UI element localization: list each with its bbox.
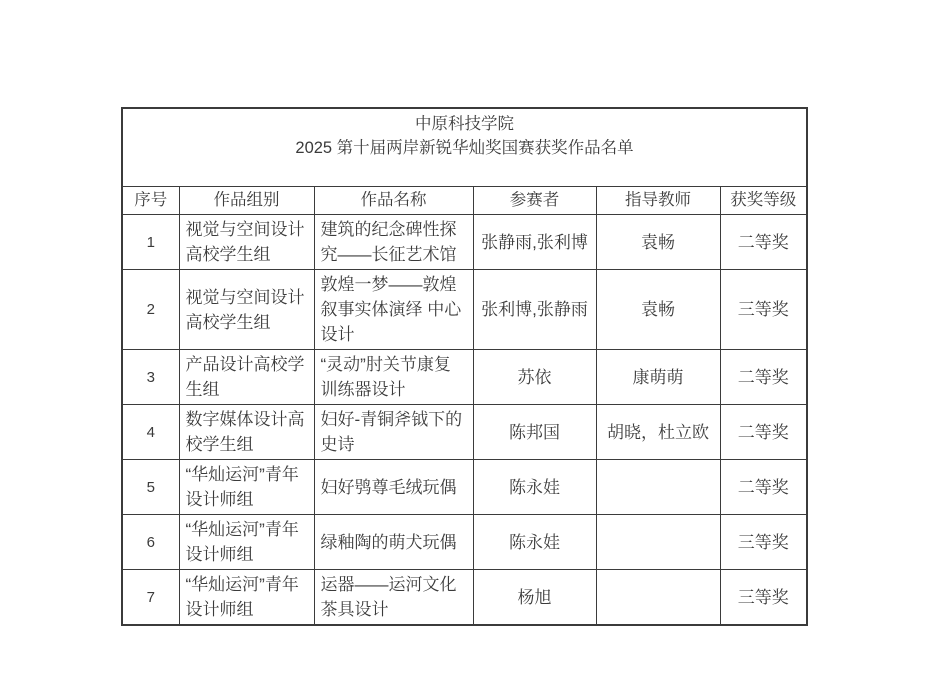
column-header: 指导教师 [596,187,720,215]
cell-work-category: 视觉与空间设计高校学生组 [179,215,314,270]
cell-award-level: 二等奖 [720,215,807,270]
institution-name: 中原科技学院 [415,115,515,133]
table-row [122,215,807,270]
cell-participants: 张静雨,张利博 [473,215,596,270]
table-row [122,270,807,350]
cell-work-category: 视觉与空间设计高校学生组 [179,270,314,350]
cell-work-title: 妇好-青铜斧钺下的史诗 [314,405,473,460]
table-row [122,570,807,626]
document-title: 2025 第十届两岸新锐华灿奖国赛获奖作品名单 [295,139,634,157]
table-header-row [122,187,807,215]
document-page [121,107,808,626]
column-header: 序号 [122,187,179,215]
cell-work-category: “华灿运河”青年设计师组 [179,460,314,515]
table-row [122,350,807,405]
cell-teachers: 康萌萌 [596,350,720,405]
cell-serial-number: 2 [122,270,179,350]
table-row [122,405,807,460]
cell-teachers: 胡晓，杜立欧 [596,405,720,460]
cell-award-level: 三等奖 [720,270,807,350]
cell-work-category: “华灿运河”青年设计师组 [179,515,314,570]
cell-award-level: 二等奖 [720,460,807,515]
cell-participants: 张利博,张静雨 [473,270,596,350]
awards-table [121,107,808,626]
cell-serial-number: 7 [122,570,179,626]
cell-work-category: “华灿运河”青年设计师组 [179,570,314,626]
cell-teachers: 袁畅 [596,215,720,270]
cell-serial-number: 1 [122,215,179,270]
cell-teachers [596,460,720,515]
title-row [122,108,807,187]
column-header: 获奖等级 [720,187,807,215]
cell-teachers: 袁畅 [596,270,720,350]
cell-work-title: 敦煌一梦——敦煌叙事实体演绎 中心设计 [314,270,473,350]
cell-work-title: “灵动”肘关节康复训练器设计 [314,350,473,405]
column-header: 作品名称 [314,187,473,215]
cell-award-level: 三等奖 [720,570,807,626]
cell-work-category: 产品设计高校学生组 [179,350,314,405]
cell-work-title: 建筑的纪念碑性探究——长征艺术馆 [314,215,473,270]
cell-award-level: 二等奖 [720,405,807,460]
cell-participants: 陈邦国 [473,405,596,460]
cell-work-category: 数字媒体设计高校学生组 [179,405,314,460]
cell-serial-number: 5 [122,460,179,515]
cell-participants: 杨旭 [473,570,596,626]
cell-serial-number: 3 [122,350,179,405]
cell-work-title: 绿釉陶的萌犬玩偶 [314,515,473,570]
cell-award-level: 三等奖 [720,515,807,570]
cell-participants: 陈永娃 [473,460,596,515]
table-row [122,460,807,515]
cell-work-title: 运器——运河文化茶具设计 [314,570,473,626]
table-row [122,515,807,570]
cell-teachers [596,515,720,570]
cell-participants: 陈永娃 [473,515,596,570]
column-header: 参赛者 [473,187,596,215]
column-header: 作品组别 [179,187,314,215]
title-cell [122,108,807,187]
cell-serial-number: 4 [122,405,179,460]
cell-teachers [596,570,720,626]
cell-serial-number: 6 [122,515,179,570]
cell-participants: 苏依 [473,350,596,405]
cell-award-level: 二等奖 [720,350,807,405]
cell-work-title: 妇好鸮尊毛绒玩偶 [314,460,473,515]
